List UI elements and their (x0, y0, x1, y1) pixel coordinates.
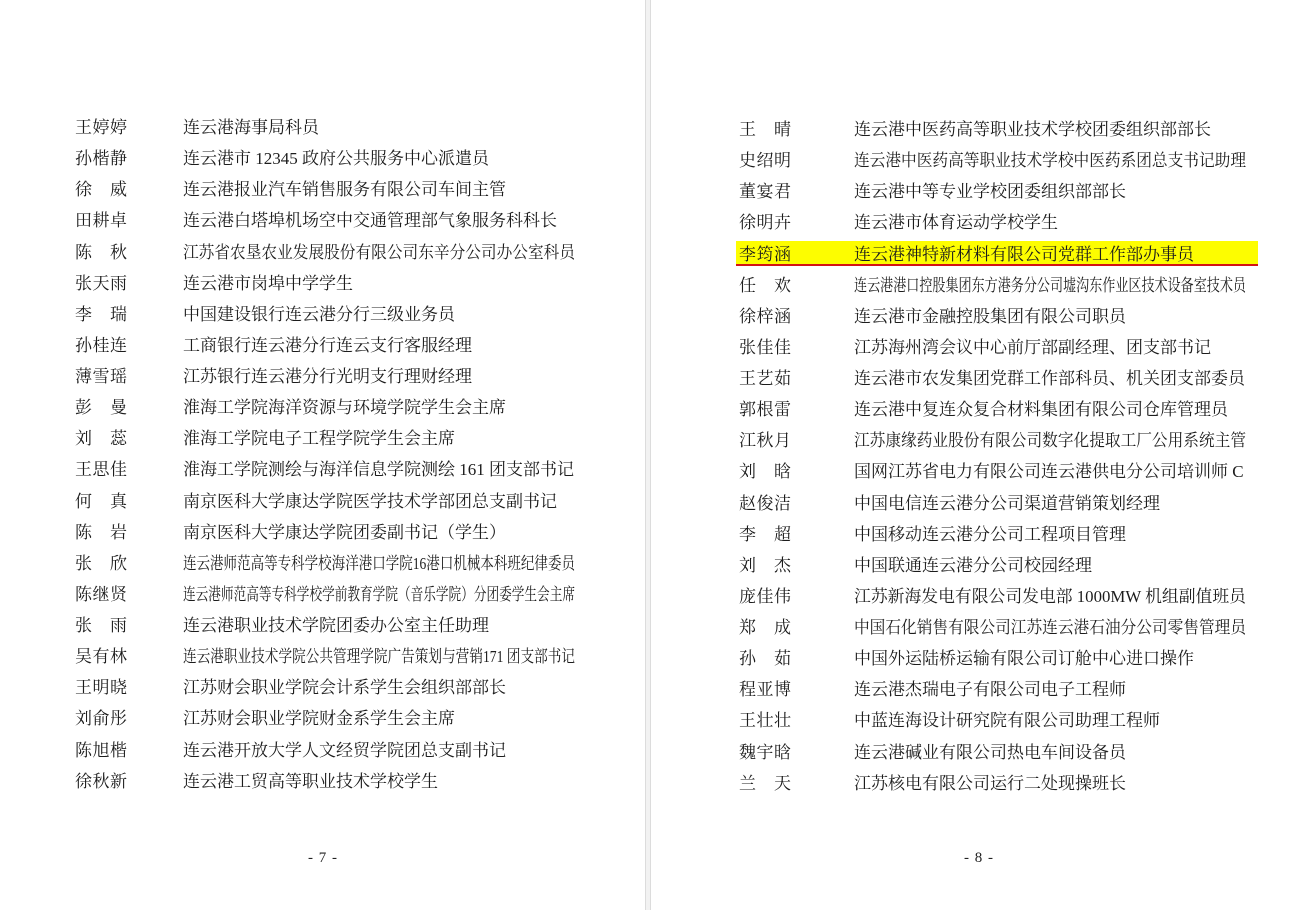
person-name: 徐梓涵 (739, 306, 792, 326)
roster-row (651, 145, 1307, 176)
person-title: 南京医科大学康达学院团委副书记（学生） (183, 522, 506, 542)
person-name: 李筠涵 (739, 244, 792, 264)
roster-row (651, 550, 1307, 581)
person-title: 连云港白塔埠机场空中交通管理部气象服务科科长 (183, 211, 557, 231)
person-name: 徐 威 (75, 180, 128, 200)
person-title: 连云港报业汽车销售服务有限公司车间主管 (183, 180, 506, 200)
person-title: 淮海工学院电子工程学院学生会主席 (183, 429, 455, 449)
person-title: 江苏银行连云港分行光明支行理财经理 (183, 367, 472, 386)
roster-row (651, 674, 1307, 705)
roster-list-left (0, 112, 646, 797)
person-name: 王 晴 (739, 120, 792, 139)
roster-row (651, 114, 1307, 145)
person-name: 王壮壮 (739, 711, 792, 731)
roster-row (0, 486, 646, 517)
person-name: 孙桂连 (75, 335, 128, 355)
person-name: 陈 秋 (75, 242, 128, 262)
person-title: 淮海工学院测绘与海洋信息学院测绘 161 团支部书记 (183, 460, 574, 480)
person-title: 江苏新海发电有限公司发电部 1000MW 机组副值班员 (854, 586, 1246, 606)
person-title: 江苏财会职业学院财金系学生会主席 (183, 709, 455, 729)
person-name: 刘 杰 (739, 555, 792, 575)
roster-row (651, 301, 1307, 332)
person-title: 连云港碱业有限公司热电车间设备员 (854, 742, 1126, 762)
person-name: 张佳佳 (739, 337, 792, 357)
person-name: 程亚博 (739, 680, 792, 700)
person-name: 郑 成 (739, 618, 792, 637)
person-name: 魏宇晗 (739, 742, 792, 762)
roster-row (0, 672, 646, 703)
person-name: 孙楷静 (75, 149, 128, 169)
person-name: 李 超 (739, 524, 792, 544)
roster-row (0, 610, 646, 641)
roster-row (651, 581, 1307, 612)
roster-row (651, 488, 1307, 519)
roster-row (0, 766, 646, 797)
person-name: 王明晓 (75, 678, 128, 698)
person-title: 连云港市体育运动学校学生 (854, 213, 1058, 233)
roster-list-right (651, 114, 1307, 799)
person-title: 南京医科大学康达学院医学技术学部团总支副书记 (183, 491, 557, 511)
roster-row (0, 299, 646, 330)
person-name: 徐秋新 (75, 771, 128, 791)
roster-row (651, 332, 1307, 363)
roster-row (0, 423, 646, 454)
person-name: 王婷婷 (75, 118, 128, 137)
person-title: 工商银行连云港分行连云支行客服经理 (183, 335, 472, 355)
person-name: 刘俞彤 (75, 709, 128, 729)
roster-row (651, 363, 1307, 394)
person-name: 赵俊洁 (739, 493, 792, 513)
person-title: 连云港中等专业学校团委组织部部长 (854, 182, 1126, 202)
person-title: 连云港海事局科员 (183, 118, 319, 137)
person-title: 连云港市 12345 政府公共服务中心派遣员 (183, 149, 489, 169)
roster-row (651, 737, 1307, 768)
roster-row (651, 239, 1307, 270)
roster-row (651, 612, 1307, 643)
roster-row (0, 112, 646, 143)
person-name: 孙 茹 (739, 649, 792, 669)
person-name: 史绍明 (739, 151, 792, 171)
person-name: 薄雪瑶 (75, 367, 128, 386)
roster-row (0, 392, 646, 423)
person-name: 何 真 (75, 491, 128, 511)
person-title: 连云港职业技术学院公共管理学院广告策划与营销171 团支部书记 (183, 647, 575, 667)
person-title: 中国石化销售有限公司江苏连云港石油分公司零售管理员 (854, 618, 1247, 637)
roster-row (0, 548, 646, 579)
roster-row (0, 237, 646, 268)
person-name: 王思佳 (75, 460, 128, 480)
person-title: 连云港中复连众复合材料集团有限公司仓库管理员 (854, 400, 1228, 420)
roster-row (651, 519, 1307, 550)
roster-row (0, 143, 646, 174)
page-number: - 7 - (308, 850, 338, 866)
person-name: 任 欢 (739, 275, 792, 295)
person-title: 连云港师范高等专科学校海洋港口学院16港口机械本科班纪律委员 (183, 553, 575, 573)
person-title: 连云港工贸高等职业技术学校学生 (183, 771, 438, 791)
person-name: 彭 曼 (75, 398, 128, 418)
person-name: 张天雨 (75, 273, 128, 293)
person-name: 张 雨 (75, 616, 128, 635)
person-title: 连云港神特新材料有限公司党群工作部办事员 (854, 244, 1194, 264)
roster-row (0, 268, 646, 299)
roster-row (651, 643, 1307, 674)
person-name: 田耕卓 (75, 211, 128, 231)
person-name: 郭根雷 (739, 400, 792, 420)
person-name: 李 瑞 (75, 304, 128, 324)
person-name: 陈继贤 (75, 584, 128, 604)
person-title: 江苏海州湾会议中心前厅部副经理、团支部书记 (854, 337, 1211, 357)
person-name: 兰 天 (739, 773, 792, 793)
person-title: 中国电信连云港分公司渠道营销策划经理 (854, 493, 1160, 513)
person-title: 连云港开放大学人文经贸学院团总支副书记 (183, 740, 506, 760)
person-title: 连云港杰瑞电子有限公司电子工程师 (854, 680, 1126, 700)
roster-row (0, 735, 646, 766)
person-title: 连云港市岗埠中学学生 (183, 273, 353, 293)
person-name: 陈 岩 (75, 522, 128, 542)
roster-row (0, 517, 646, 548)
person-name: 董宴君 (739, 182, 792, 202)
person-title: 连云港职业技术学院团委办公室主任助理 (183, 616, 489, 635)
person-title: 江苏康缘药业股份有限公司数字化提取工厂公用系统主管 (854, 431, 1247, 451)
person-title: 国网江苏省电力有限公司连云港供电分公司培训师 C (854, 462, 1244, 482)
person-name: 张 欣 (75, 553, 128, 573)
roster-row (651, 705, 1307, 736)
person-title: 中国联通连云港分公司校园经理 (854, 555, 1092, 575)
person-title: 江苏核电有限公司运行二处现操班长 (854, 773, 1126, 793)
person-title: 江苏财会职业学院会计系学生会组织部部长 (183, 678, 506, 698)
roster-row (0, 330, 646, 361)
roster-row (0, 205, 646, 236)
person-title: 江苏省农垦农业发展股份有限公司东辛分公司办公室科员 (183, 242, 576, 262)
roster-row (651, 270, 1307, 301)
person-title: 连云港市金融控股集团有限公司职员 (854, 306, 1126, 326)
page-left (0, 0, 646, 910)
roster-row (0, 361, 646, 392)
roster-row (0, 454, 646, 485)
roster-row (0, 703, 646, 734)
roster-row (651, 176, 1307, 207)
person-title: 中国建设银行连云港分行三级业务员 (183, 304, 455, 324)
roster-row (651, 425, 1307, 456)
roster-row (651, 394, 1307, 425)
roster-row (651, 456, 1307, 487)
roster-row (651, 207, 1307, 238)
person-name: 刘 晗 (739, 462, 792, 482)
page-right (651, 0, 1307, 910)
person-name: 刘 蕊 (75, 429, 128, 449)
person-title: 连云港港口控股集团东方港务分公司墟沟东作业区技术设备室技术员 (854, 275, 1246, 295)
person-title: 淮海工学院海洋资源与环境学院学生会主席 (183, 398, 506, 418)
person-name: 陈旭楷 (75, 740, 128, 760)
person-name: 江秋月 (739, 431, 792, 451)
page-number: - 8 - (964, 850, 994, 866)
roster-row (0, 174, 646, 205)
roster-row (0, 641, 646, 672)
roster-row (651, 768, 1307, 799)
person-title: 连云港市农发集团党群工作部科员、机关团支部委员 (854, 369, 1245, 388)
person-title: 中国外运陆桥运输有限公司订舱中心进口操作 (854, 649, 1194, 669)
person-title: 中国移动连云港分公司工程项目管理 (854, 524, 1126, 544)
person-name: 王艺茹 (739, 369, 792, 388)
person-title: 连云港师范高等专科学校学前教育学院（音乐学院）分团委学生会主席 (183, 584, 575, 604)
person-name: 吴有林 (75, 647, 128, 667)
person-title: 中蓝连海设计研究院有限公司助理工程师 (854, 711, 1160, 731)
person-title: 连云港中医药高等职业技术学校中医药系团总支书记助理 (854, 151, 1247, 171)
person-name: 徐明卉 (739, 213, 792, 233)
roster-row (0, 579, 646, 610)
person-title: 连云港中医药高等职业技术学校团委组织部部长 (854, 120, 1211, 139)
person-name: 庞佳伟 (739, 586, 792, 606)
